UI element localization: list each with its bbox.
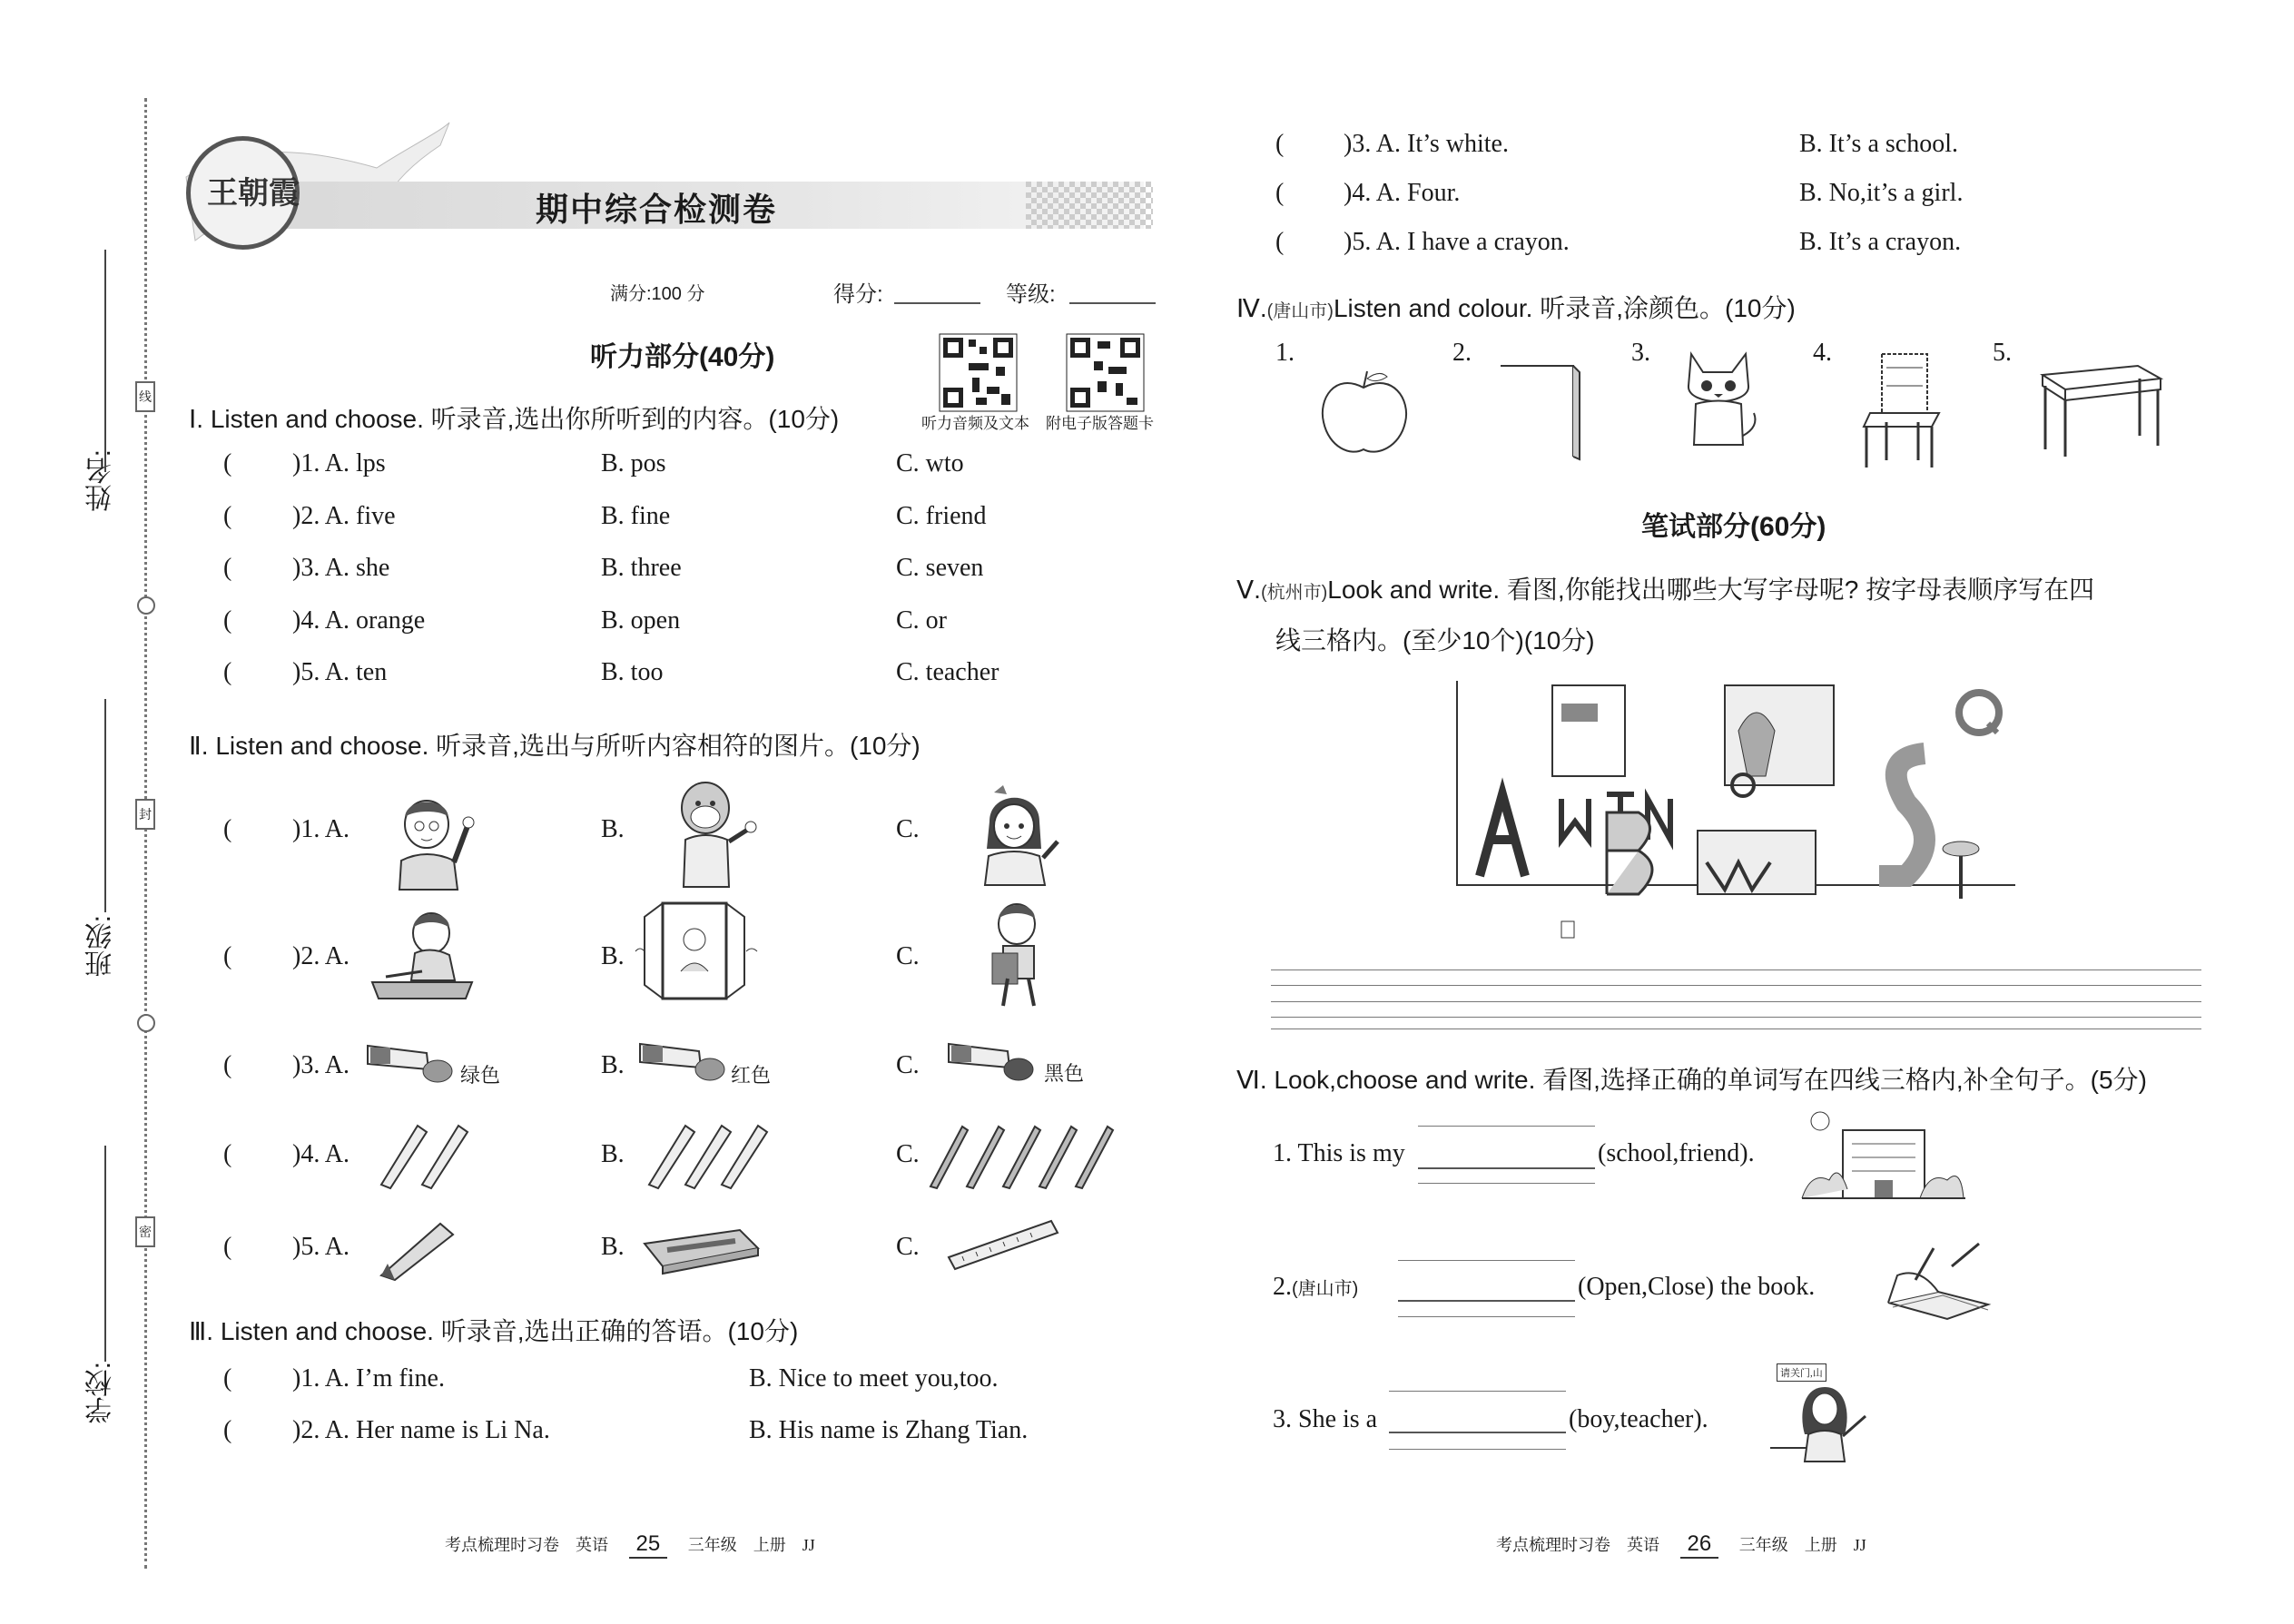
name-label: 姓名: <box>86 449 116 512</box>
four-line-grid[interactable] <box>1418 1126 1595 1127</box>
option-c-label: C. <box>896 1051 920 1079</box>
option-a-label: )5. A. <box>292 1233 350 1261</box>
five-pens-picture[interactable] <box>926 1121 1117 1189</box>
qr-card-caption: 附电子版答题卡 <box>1046 415 1154 432</box>
desk-picture[interactable] <box>2038 359 2165 458</box>
answer-paren[interactable]: ( <box>223 815 232 843</box>
answer-paren[interactable]: ( <box>223 942 232 970</box>
option-c[interactable]: C. friend <box>896 502 987 530</box>
option-c-label: C. <box>896 1140 920 1168</box>
school-label: 学校: <box>86 1362 116 1424</box>
listening-section-title: 听力部分(40分) <box>590 342 775 372</box>
writing-section-title: 笔试部分(60分) <box>1641 512 1826 542</box>
answer-paren[interactable]: ( <box>1275 228 1285 256</box>
section-5-tag: (杭州市) <box>1260 583 1328 603</box>
footer-grade: 三年级 <box>1738 1536 1788 1554</box>
q1-answer-line[interactable] <box>1418 1167 1595 1169</box>
answer-paren[interactable]: ( <box>223 1233 232 1261</box>
answer-paren[interactable]: ( <box>223 1416 232 1444</box>
section-4-title <box>1236 289 1796 325</box>
option-b-label: B. <box>601 1233 625 1261</box>
option-a-label: )1. A. <box>292 815 350 843</box>
option-c-label: C. <box>896 942 920 970</box>
class-label: 班级: <box>86 915 116 978</box>
option-c-label: C. <box>896 1233 920 1261</box>
option-b[interactable]: B. three <box>601 554 682 582</box>
q3-choices: (boy,teacher). <box>1569 1405 1708 1433</box>
option-a[interactable]: )5. A. ten <box>292 658 388 686</box>
option-c[interactable]: C. teacher <box>896 658 999 686</box>
footer-book: 考点梳理时习卷 <box>1496 1536 1610 1554</box>
footer-edition: JJ <box>1853 1536 1866 1554</box>
two-pencils-picture[interactable] <box>372 1121 481 1189</box>
option-a[interactable]: )4. A. Four. <box>1344 179 1461 207</box>
cat-picture[interactable] <box>1678 345 1759 458</box>
option-a-label: )4. A. <box>292 1140 350 1168</box>
answer-paren[interactable]: ( <box>223 606 232 635</box>
section-4-prefix: Ⅳ. <box>1236 294 1267 322</box>
option-b[interactable]: B. His name is Zhang Tian. <box>749 1416 1029 1444</box>
qr-code-icon[interactable] <box>940 334 1017 411</box>
option-b[interactable]: B. fine <box>601 502 671 530</box>
q1-choices: (school,friend). <box>1598 1139 1755 1167</box>
option-c[interactable]: C. or <box>896 606 947 635</box>
section-3-title: Ⅲ. Listen and choose. 听录音,选出正确的答语。(10分) <box>189 1317 799 1345</box>
option-b[interactable]: B. Nice to meet you,too. <box>749 1364 999 1393</box>
q1-prefix: 1. This is my <box>1273 1139 1405 1167</box>
ruler-picture[interactable] <box>944 1216 1062 1271</box>
school-write-line[interactable] <box>104 1146 106 1362</box>
door-sign: 请关门,山 <box>1777 1363 1826 1382</box>
q2-tag: (唐山市) <box>1292 1279 1359 1299</box>
option-a[interactable]: )5. A. I have a crayon. <box>1344 228 1570 256</box>
binding-hole-icon <box>137 1014 155 1032</box>
writing-line[interactable] <box>1271 985 2201 986</box>
grade-input[interactable] <box>1069 302 1156 304</box>
apple-picture[interactable] <box>1316 368 1412 458</box>
option-a[interactable]: )3. A. It’s white. <box>1344 130 1509 158</box>
answer-paren[interactable]: ( <box>1275 179 1285 207</box>
footer-subject: 英语 <box>1627 1536 1659 1554</box>
answer-paren[interactable]: ( <box>223 1140 232 1168</box>
banner-checker-pattern <box>1026 182 1153 229</box>
option-c[interactable]: C. seven <box>896 554 984 582</box>
class-write-line[interactable] <box>104 699 106 912</box>
writing-line[interactable] <box>1271 1001 2201 1002</box>
section-4-text: Listen and colour. 听录音,涂颜色。(10分) <box>1333 294 1796 322</box>
qr-listen-caption: 听力音频及文本 <box>921 415 1029 432</box>
girl-opening-window-picture[interactable] <box>635 899 772 1003</box>
option-a[interactable]: )4. A. orange <box>292 606 426 635</box>
option-c-label: C. <box>896 815 920 843</box>
option-a[interactable]: )1. A. lps <box>292 449 386 477</box>
footer-term: 上册 <box>1804 1536 1837 1554</box>
hidden-letters-room-picture[interactable] <box>1452 676 2020 944</box>
answer-paren[interactable]: ( <box>223 554 232 582</box>
boy-waving-picture[interactable] <box>381 790 481 890</box>
footer-term: 上册 <box>753 1536 786 1554</box>
footer-grade: 三年级 <box>687 1536 737 1554</box>
full-score: 满分:100 分 <box>610 284 705 304</box>
footer-edition: JJ <box>802 1536 815 1554</box>
binding-dotted-line <box>144 98 147 1569</box>
footer-book: 考点梳理时习卷 <box>445 1536 559 1554</box>
three-pencils-picture[interactable] <box>640 1121 776 1189</box>
crayon-picture[interactable] <box>377 1216 458 1280</box>
q2-answer-line[interactable] <box>1398 1300 1575 1302</box>
pencil-box-picture[interactable] <box>640 1221 763 1275</box>
section-1-title: Ⅰ. Listen and choose. 听录音,选出你所听到的内容。(10分) <box>189 405 840 433</box>
colour-item-number: 3. <box>1631 339 1650 367</box>
score-label: 得分: <box>833 282 883 307</box>
section-5-title <box>1236 570 2094 606</box>
page-title: 期中综合检测卷 <box>536 191 778 228</box>
monkey-waving-picture[interactable] <box>658 776 758 890</box>
four-line-grid[interactable] <box>1389 1391 1566 1392</box>
section-5-title-cont: 线三格内。(至少10个)(10分) <box>1275 626 1595 655</box>
cut-mark-seal: 封 <box>135 799 155 830</box>
footer-subject: 英语 <box>576 1536 608 1554</box>
option-c[interactable]: C. wto <box>896 449 964 477</box>
answer-paren[interactable]: ( <box>223 502 232 530</box>
option-a[interactable]: )1. A. I’m fine. <box>292 1364 445 1393</box>
boy-at-desk-picture[interactable] <box>368 908 477 1008</box>
qr-code-icon[interactable] <box>1067 334 1144 411</box>
q2-prefix <box>1273 1273 1358 1302</box>
ruler-book-picture[interactable] <box>1496 361 1587 461</box>
logo-text: 王朝霞 <box>207 177 300 211</box>
option-b[interactable]: B. It’s a school. <box>1799 130 1958 158</box>
grade-label: 等级: <box>1006 282 1056 307</box>
option-a-label: )2. A. <box>292 942 350 970</box>
score-input[interactable] <box>894 302 980 304</box>
answer-paren[interactable]: ( <box>223 1051 232 1079</box>
section-5-prefix: Ⅴ. <box>1236 576 1261 604</box>
answer-paren[interactable]: ( <box>223 449 232 477</box>
option-b-label: B. <box>601 1140 625 1168</box>
school-building-picture[interactable] <box>1802 1107 1965 1203</box>
q2-number: 2. <box>1273 1273 1292 1301</box>
paint-tube-red-picture[interactable] <box>635 1035 726 1085</box>
option-a[interactable]: )2. A. Her name is Li Na. <box>292 1416 550 1444</box>
binding-hole-icon <box>137 596 155 615</box>
colour-item-number: 1. <box>1275 339 1295 367</box>
option-b[interactable]: B. It’s a crayon. <box>1799 228 1962 256</box>
option-b-label: B. <box>601 942 625 970</box>
four-line-grid[interactable] <box>1398 1316 1575 1317</box>
option-a-label: )3. A. <box>292 1051 350 1079</box>
q3-answer-line[interactable] <box>1389 1432 1566 1433</box>
colour-item-number: 2. <box>1452 339 1472 367</box>
section-2-title: Ⅱ. Listen and choose. 听录音,选出与所听内容相符的图片。(10分) <box>189 732 921 760</box>
option-b-label: B. <box>601 1051 625 1079</box>
option-b-label: B. <box>601 815 625 843</box>
writing-line[interactable] <box>1271 1017 2201 1018</box>
option-b[interactable]: B. open <box>601 606 681 635</box>
four-line-grid[interactable] <box>1398 1260 1575 1261</box>
q2-choices: (Open,Close) the book. <box>1578 1273 1816 1301</box>
section-4-tag: (唐山市) <box>1266 301 1334 321</box>
footer-right <box>1496 1531 1866 1559</box>
paint-tube-green-picture[interactable] <box>363 1037 454 1087</box>
color-label-green: 绿色 <box>460 1064 501 1087</box>
paint-tube-black-picture[interactable] <box>944 1035 1035 1085</box>
answer-paren[interactable]: ( <box>1275 130 1285 158</box>
name-write-line[interactable] <box>104 250 106 472</box>
girl-waving-picture[interactable] <box>967 785 1067 885</box>
option-b[interactable]: B. pos <box>601 449 666 477</box>
option-b[interactable]: B. No,it’s a girl. <box>1799 179 1964 207</box>
section-6-title: Ⅵ. Look,choose and write. 看图,选择正确的单词写在四线三格内,补全句子。(5分) <box>1236 1066 2147 1094</box>
cut-mark-secret: 密 <box>135 1216 155 1247</box>
open-book-picture[interactable] <box>1879 1239 2006 1321</box>
answer-paren[interactable]: ( <box>223 1364 232 1393</box>
chair-picture[interactable] <box>1859 349 1945 472</box>
q3-prefix: 3. She is a <box>1273 1405 1378 1433</box>
four-line-grid[interactable] <box>1389 1449 1566 1450</box>
option-b[interactable]: B. too <box>601 658 664 686</box>
page-number: 26 <box>1680 1531 1719 1559</box>
section-5-text: Look and write. 看图,你能找出哪些大写字母呢? 按字母表顺序写在四 <box>1327 576 2095 604</box>
answer-paren[interactable]: ( <box>223 658 232 686</box>
writing-line[interactable] <box>1271 969 2201 970</box>
four-line-grid[interactable] <box>1418 1183 1595 1184</box>
colour-item-number: 5. <box>1993 339 2012 367</box>
footer-left <box>445 1531 815 1559</box>
cut-mark-line: 线 <box>135 381 155 412</box>
teacher-picture[interactable] <box>1770 1380 1879 1462</box>
color-label-black: 黑色 <box>1044 1062 1085 1085</box>
page-number: 25 <box>629 1531 668 1559</box>
option-a[interactable]: )2. A. five <box>292 502 396 530</box>
option-a[interactable]: )3. A. she <box>292 554 390 582</box>
boy-with-bag-picture[interactable] <box>967 899 1067 1008</box>
color-label-red: 红色 <box>731 1064 772 1087</box>
colour-item-number: 4. <box>1813 339 1832 367</box>
